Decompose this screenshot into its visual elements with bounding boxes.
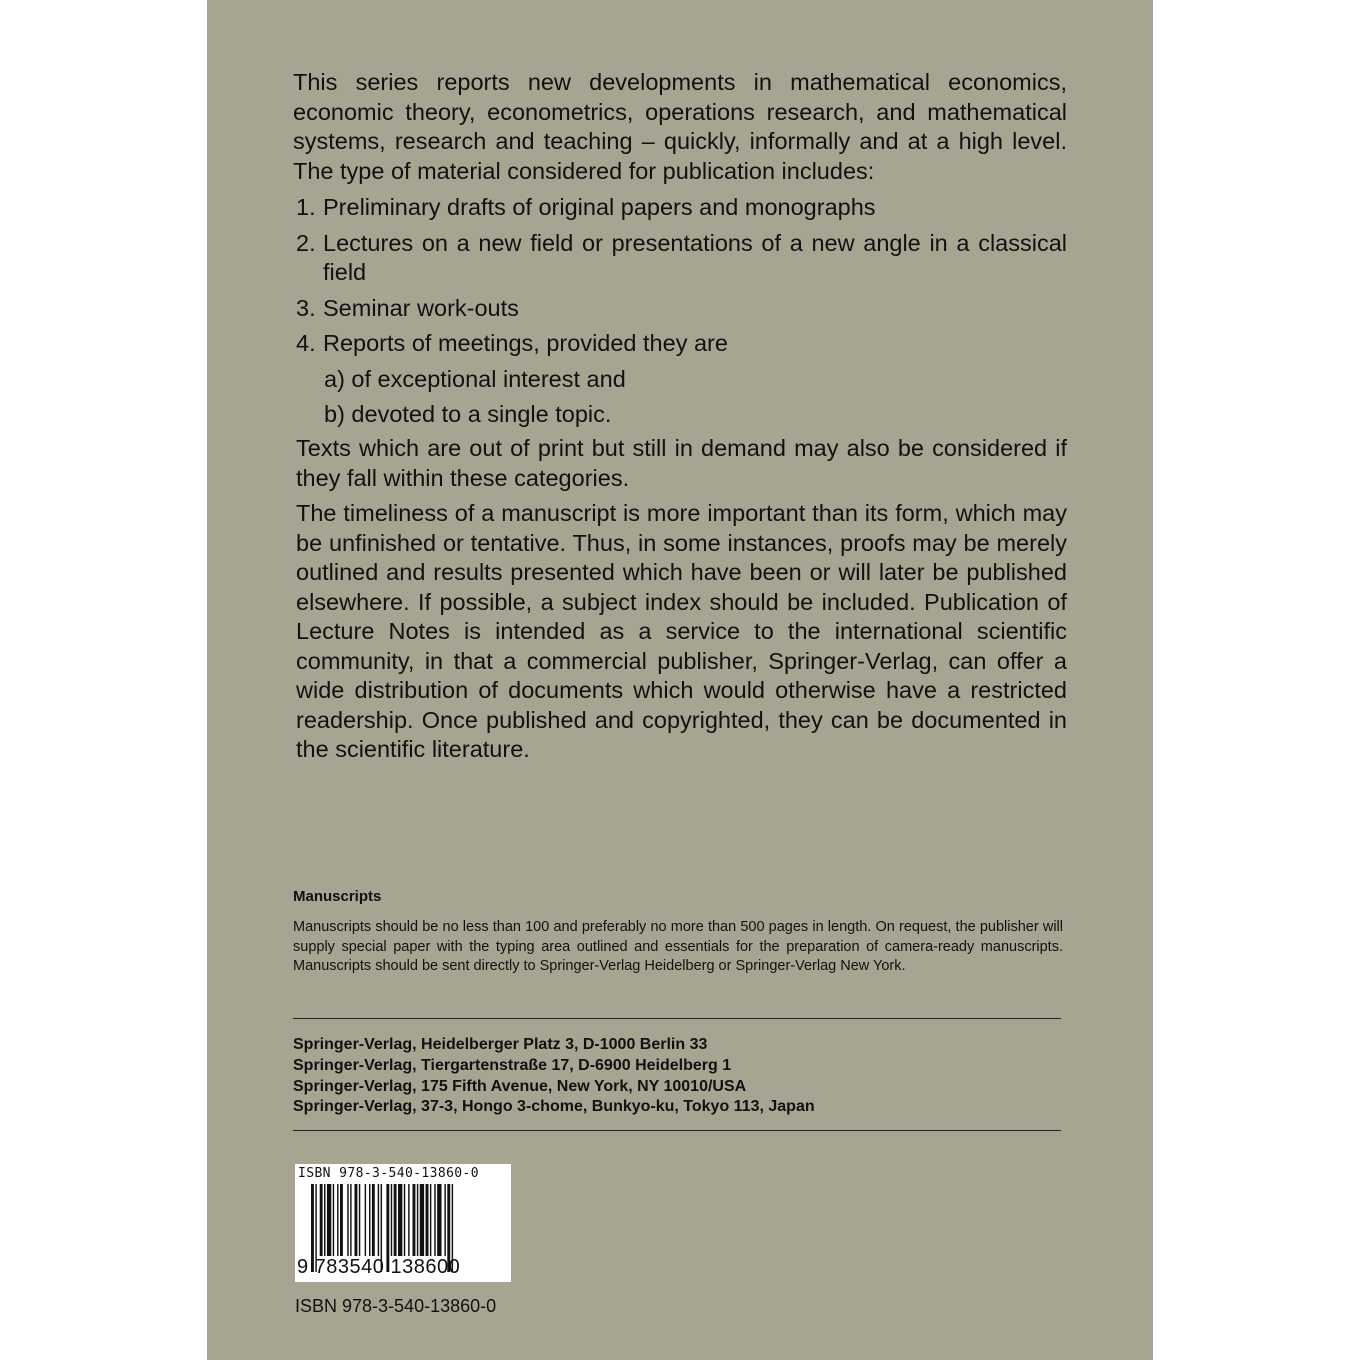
barcode-bar	[372, 1184, 375, 1256]
divider	[293, 1130, 1061, 1131]
list-item-number: 4.	[296, 330, 316, 356]
list-item-text: Preliminary drafts of original papers and monographs	[323, 194, 876, 220]
barcode-bar	[398, 1184, 402, 1256]
barcode-bar	[444, 1184, 445, 1256]
list-item-text: Lectures on a new field or presentations of a new angle in a classical field	[323, 229, 1067, 285]
manuscripts-text: Manuscripts should be no less than 100 and preferably no more than 500 pages in length. On request, the publisher will supply special paper with the typing area outlined and essentials for the preparation of camera-ready manuscripts. Manuscripts should be sent directly to Springer-Verlag Heidelberg or Springer-Verlag New York.	[293, 919, 1063, 974]
isbn-text: ISBN 978-3-540-13860-0	[295, 1296, 497, 1316]
barcode-bar	[327, 1184, 331, 1256]
barcode-bar	[340, 1184, 343, 1256]
barcode-bar	[437, 1184, 441, 1256]
manuscripts-heading: Manuscripts	[293, 888, 382, 905]
timeliness-paragraph: The timeliness of a manuscript is more important than its form, which may be unfinished or tentative. Thus, in some instances, proofs may be merely outlined and results presented which have been or will later be published elsewhere. If possible, a subject index should be included. Publication of Lecture Notes is intended as a service to the international scientific community, in that a commercial publisher, Springer-Verlag, can offer a wide distribution of documents which would otherwise have a restricted readership. Once published and copyrighted, they can be documented in the scientific literature.	[296, 500, 1067, 762]
barcode-bar	[324, 1184, 325, 1256]
barcode-bar	[430, 1184, 431, 1256]
list-item	[296, 294, 1067, 324]
barcode-bar	[391, 1184, 392, 1256]
publisher-addresses	[293, 1035, 815, 1118]
list-item-text: Seminar work-outs	[323, 294, 519, 321]
barcode-bar	[333, 1184, 334, 1256]
list-item-number: 3.	[296, 294, 316, 321]
back-cover	[207, 0, 1153, 1360]
barcode-bar	[394, 1184, 397, 1256]
divider	[293, 1018, 1061, 1019]
barcode-bar	[359, 1184, 360, 1256]
list-item	[296, 229, 1067, 288]
list-item	[296, 329, 1067, 430]
address-line: Springer-Verlag, Tiergartenstraße 17, D-6900 Heidelberg 1	[293, 1056, 732, 1074]
sub-list	[324, 365, 1067, 430]
out-of-print-paragraph: Texts which are out of print but still in demand may also be considered if they fall within these categories.	[296, 435, 1067, 491]
barcode-bar	[413, 1184, 416, 1256]
barcode-bar	[420, 1184, 424, 1256]
address-line: Springer-Verlag, 37-3, Hongo 3-chome, Bunkyo-ku, Tokyo 113, Japan	[293, 1098, 815, 1116]
material-list	[296, 193, 1067, 436]
address-line: Springer-Verlag, Heidelberger Platz 3, D-1000 Berlin 33	[293, 1036, 708, 1053]
barcode-bar	[337, 1184, 338, 1256]
barcode-bar	[426, 1184, 429, 1256]
sub-list-item: a) of exceptional interest and	[324, 365, 626, 392]
barcode-bar	[404, 1184, 405, 1256]
barcode-bar	[320, 1184, 323, 1256]
barcode-bar	[350, 1184, 351, 1256]
barcode-isbn-label: ISBN 978-3-540-13860-0	[298, 1166, 479, 1181]
barcode-bar	[355, 1184, 358, 1256]
barcode-bar	[378, 1184, 379, 1256]
list-item-number: 2.	[296, 229, 316, 256]
barcode-bar	[434, 1184, 435, 1256]
barcode-bar	[408, 1184, 409, 1256]
sub-list-item: b) devoted to a single topic.	[324, 401, 612, 427]
list-item-text: Reports of meetings, provided they are	[323, 330, 728, 356]
series-description: This series reports new developments in mathematical economics, economic theory, econometrics, operations research, and mathematical systems, research and teaching – quickly, informally and at a high level. The type of material considered for publication includes:	[293, 69, 1067, 184]
barcode-bar	[347, 1184, 348, 1256]
list-item-number: 1.	[296, 194, 316, 220]
barcode-digits: 9 783540 138600	[297, 1256, 461, 1278]
barcode-bar	[417, 1184, 418, 1256]
list-item	[296, 193, 1067, 223]
barcode-bar	[369, 1184, 370, 1256]
address-line: Springer-Verlag, 175 Fifth Avenue, New York, NY 10010/USA	[293, 1077, 747, 1095]
barcode	[295, 1164, 511, 1282]
barcode-bar	[365, 1184, 366, 1256]
